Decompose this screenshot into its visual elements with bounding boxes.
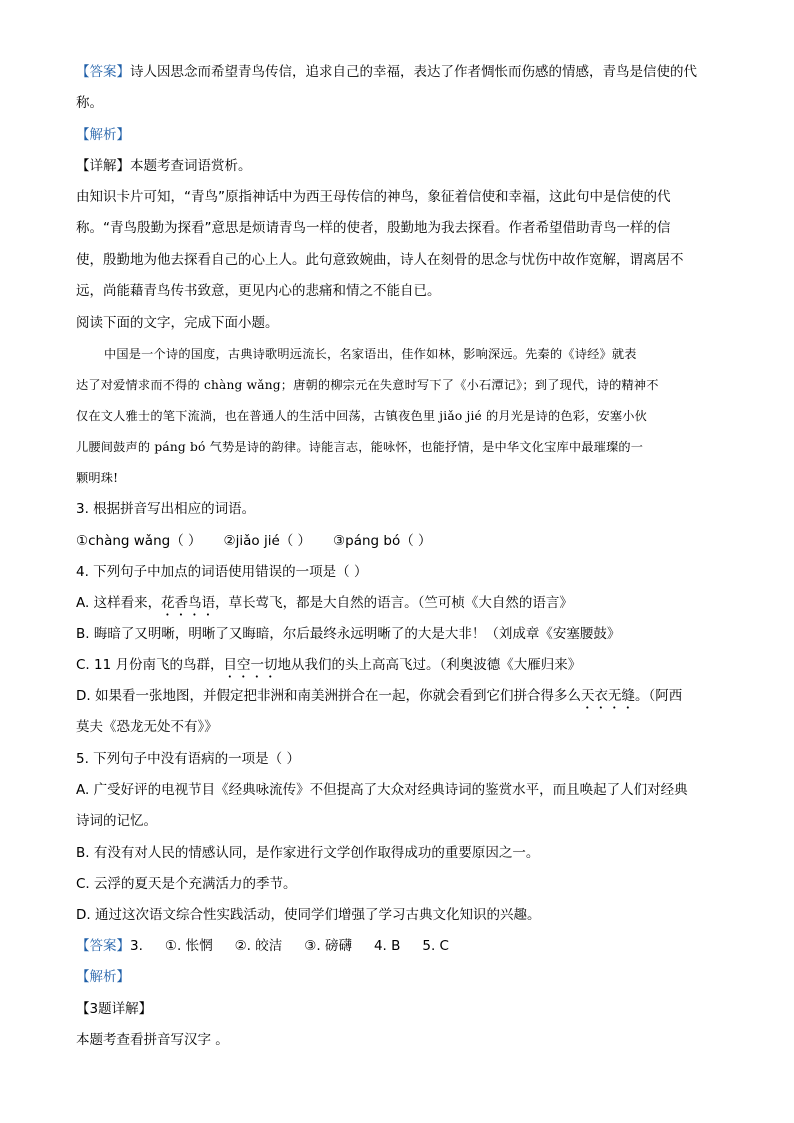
- passage-line-1: 中国是一个诗的国度，古典诗歌明远流长，名家语出，佳作如林，影响深远。先秦的《诗经》就表: [104, 347, 637, 361]
- detail-paragraph-2: 称。“青鸟殷勤为探看”意思是烦请青鸟一样的使者，殷勤地为我去探看。作者希望借助青鸟一样的信: [76, 220, 671, 236]
- answer-tag: 【答案】: [76, 64, 130, 80]
- answer-4: 4. B: [373, 938, 401, 954]
- answer-line: [76, 62, 697, 82]
- q5-option-c: C. 云浮的夏天是个充满活力的季节。: [76, 876, 297, 892]
- detail-3-text: 本题考查看拼音写汉字 。: [76, 1032, 229, 1048]
- answer-3-1: ①. 怅惘: [164, 938, 213, 954]
- detail-line: [76, 156, 252, 176]
- q5-option-a-continued: 诗词的记忆。: [76, 813, 157, 829]
- detail-text: 本题考查词语赏析。: [130, 158, 252, 174]
- q3-option-3: ③páng bó（ ）: [333, 533, 432, 549]
- answer-line-group: [76, 936, 449, 956]
- q3-option-2: ②jiǎo jié（ ）: [223, 533, 312, 549]
- q4-option-b: B. 晦暗了又明晰，明晰了又晦暗，尔后最终永远明晰了的大是大非！（刘成章《安塞腰鼓》: [76, 626, 621, 642]
- q5-option-a: A. 广受好评的电视节目《经典咏流传》不但提高了大众对经典诗词的鉴赏水平，而且唤起了人们对经典: [76, 782, 688, 798]
- detail-paragraph-4: 远，尚能藉青鸟传书致意，更见内心的悲痛和情之不能自已。: [76, 283, 441, 299]
- q4-c-prefix: C. 11 月份南飞的鸟群，: [76, 657, 224, 673]
- answer-question-number: 3.: [130, 938, 143, 954]
- q5-option-d: D. 通过这次语文综合性实践活动，使同学们增强了学习古典文化知识的兴趣。: [76, 907, 541, 923]
- q4-d-dotted-word: 天衣无缝: [580, 688, 635, 704]
- q4-option-d: [76, 686, 682, 712]
- passage-line-5: 颗明珠!: [76, 471, 119, 485]
- q5-option-b: B. 有没有对人民的情感认同，是作家进行文学创作取得成功的重要原因之一。: [76, 845, 540, 861]
- passage-line-4: 儿腰间鼓声的 páng bó 气势是诗的韵律。诗能言志，能咏怀，也能抒情，是中华文化宝库中最璀璨的一: [76, 440, 644, 454]
- q4-option-c: [76, 655, 581, 681]
- detail-paragraph-1: 由知识卡片可知，“青鸟”原指神话中为西王母传信的神鸟，象征着信使和幸福，这此句中是信使的代: [76, 189, 671, 205]
- answer-line-2: 称。: [76, 95, 103, 111]
- detail-tag: 【详解】: [76, 158, 130, 174]
- detail-3-tag: 【3题详解】: [76, 1001, 153, 1017]
- answer-text: 诗人因思念而希望青鸟传信，追求自己的幸福，表达了作者惆怅而伤感的情感，青鸟是信使的代: [130, 64, 697, 80]
- detail-paragraph-3: 使，殷勤地为他去探看自己的心上人。此句意致婉曲，诗人在刻骨的思念与忧伤中故作宽解，谓离居不: [76, 252, 684, 268]
- answer-5: 5. C: [422, 938, 449, 954]
- q4-d-suffix: 。（阿西: [634, 688, 683, 704]
- q4-d-prefix: D. 如果看一张地图，并假定把非洲和南美洲拼合在一起，你就会看到它们拼合得多么: [76, 688, 581, 704]
- q4-option-a: [76, 593, 573, 619]
- q4-a-suffix: ，草长莺飞，都是大自然的语言。（竺可桢《大自然的语言》: [215, 595, 573, 611]
- question-4-stem: 4. 下列句子中加点的词语使用错误的一项是（ ）: [76, 564, 368, 580]
- q4-a-dotted-word: 花香鸟语: [161, 595, 216, 611]
- q3-option-1: ①chàng wǎng（ ）: [76, 533, 202, 549]
- q4-c-dotted-word: 目空一切: [223, 657, 278, 673]
- answer-3-2: ②. 皎洁: [234, 938, 283, 954]
- question-3-options: [76, 531, 432, 551]
- passage-line-2: 达了对爱情求而不得的 chàng wǎng；唐朝的柳宗元在失意时写下了《小石潭记》；到了现代，诗的精神不: [76, 378, 659, 392]
- q4-a-prefix: A. 这样看来，: [76, 595, 162, 611]
- question-5-stem: 5. 下列句子中没有语病的一项是（ ）: [76, 751, 300, 767]
- q4-c-suffix: 地从我们的头上高高飞过。（利奥波德《大雁归来》: [277, 657, 582, 673]
- analysis-tag-2: 【解析】: [76, 969, 130, 985]
- question-3-stem: 3. 根据拼音写出相应的词语。: [76, 501, 256, 517]
- answer-tag-2: 【答案】: [76, 938, 130, 954]
- q4-option-d-continued: 莫夫《恐龙无处不有》》: [76, 719, 218, 735]
- analysis-tag: 【解析】: [76, 127, 130, 143]
- reading-instruction: 阅读下面的文字，完成下面小题。: [76, 315, 279, 331]
- answer-3-3: ③. 磅礴: [304, 938, 352, 954]
- passage-line-3: 仅在文人雅士的笔下流淌，也在普通人的生活中回荡，古镇夜色里 jiǎo jié 的月光是诗的色彩，安塞小伙: [76, 409, 648, 423]
